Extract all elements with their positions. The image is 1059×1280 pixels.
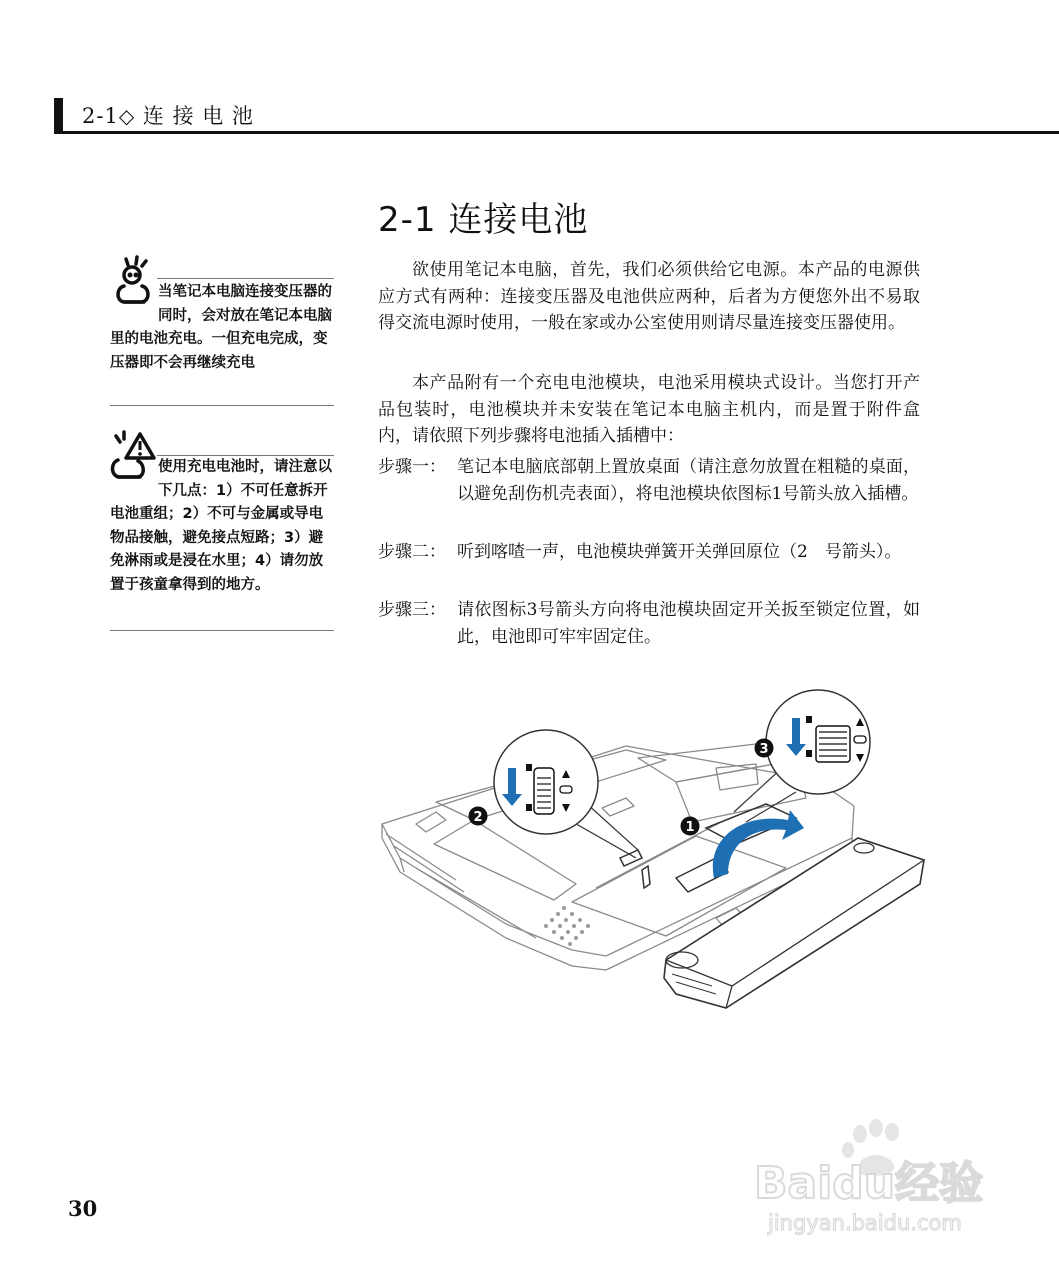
page-title: 2-1 连接电池: [378, 200, 589, 240]
watermark-url: jingyan.baidu.com: [768, 1211, 962, 1235]
callout-2: [469, 807, 488, 826]
note-tip-text: 当笔记本电脑连接变压器的同时，会对放在笔记本电脑里的电池充电。一但充电完成，变压器即不会再继续充电: [110, 284, 332, 371]
baidu-watermark: [748, 1118, 998, 1242]
unlock-icon: [526, 764, 532, 771]
callout-1: [681, 817, 700, 836]
note-warning: [110, 456, 334, 597]
note-divider: [110, 630, 334, 631]
header-bar: [54, 98, 63, 134]
svg-text:1: 1: [685, 820, 695, 835]
step-text: 笔记本电脑底部朝上置放桌面（请注意勿放置在粗糙的桌面，以避免刮伤机壳表面），将电池模块依图标1号箭头放入插槽。: [457, 457, 920, 504]
header-section-number: 2-1: [82, 104, 119, 128]
step-2: [378, 539, 920, 566]
unlock-icon: [806, 716, 812, 723]
note-tip: [110, 281, 334, 375]
watermark-brand: Baidu经验: [754, 1158, 984, 1209]
step-label: 步骤二：: [378, 542, 446, 562]
svg-text:2: 2: [473, 810, 483, 825]
callout-3: [755, 739, 774, 758]
step-text: 请依图标3号箭头方向将电池模块固定开关扳至锁定位置，如此，电池即可牢牢固定住。: [457, 600, 920, 647]
running-header: [82, 100, 254, 130]
paragraph-power-supply: 欲使用笔记本电脑，首先，我们必须供给它电源。本产品的电源供应方式有两种：连接变压器及电池供应两种，后者为方便您外出不易取得交流电源时使用，一般在家或办公室使用则请尽量连接变压器使用。: [378, 260, 920, 333]
latch-detail-3: [766, 690, 870, 794]
step-3: [378, 597, 920, 650]
lock-icon: [806, 750, 812, 757]
note-divider: [157, 278, 334, 279]
note-warning-text: 使用充电电池时，请注意以下几点：1）不可任意拆开电池重组；2）不可与金属或导电物品接触，避免接点短路；3）避免淋雨或是浸在水里；4）请勿放置于孩童拿得到的地方。: [110, 459, 332, 593]
header-rule: [54, 131, 1059, 134]
note-divider: [110, 405, 334, 406]
svg-text:3: 3: [759, 742, 769, 757]
step-text: 听到喀喳一声，电池模块弹簧开关弹回原位（2 号箭头）。: [457, 542, 902, 562]
diamond-icon: ◇: [118, 104, 136, 128]
vent-grill: [544, 906, 590, 946]
paragraph-battery-module: 本产品附有一个充电电池模块，电池采用模块式设计。当您打开产品包装时，电池模块并未安装在笔记本电脑主机内，而是置于附件盒内，请依照下列步骤将电池插入插槽中：: [378, 373, 920, 446]
step-label: 步骤一：: [378, 457, 446, 477]
step-1: [378, 454, 920, 507]
lock-icon: [526, 804, 532, 811]
header-title: 连 接 电 池: [142, 104, 254, 128]
latch-detail-2: [494, 730, 598, 834]
lightbulb-figure-icon: [110, 255, 156, 305]
page-number: 30: [68, 1196, 98, 1221]
battery-slot: [620, 804, 796, 892]
warning-figure-icon: [110, 430, 156, 480]
battery-install-figure: [376, 688, 936, 1032]
step-label: 步骤三：: [378, 600, 446, 620]
